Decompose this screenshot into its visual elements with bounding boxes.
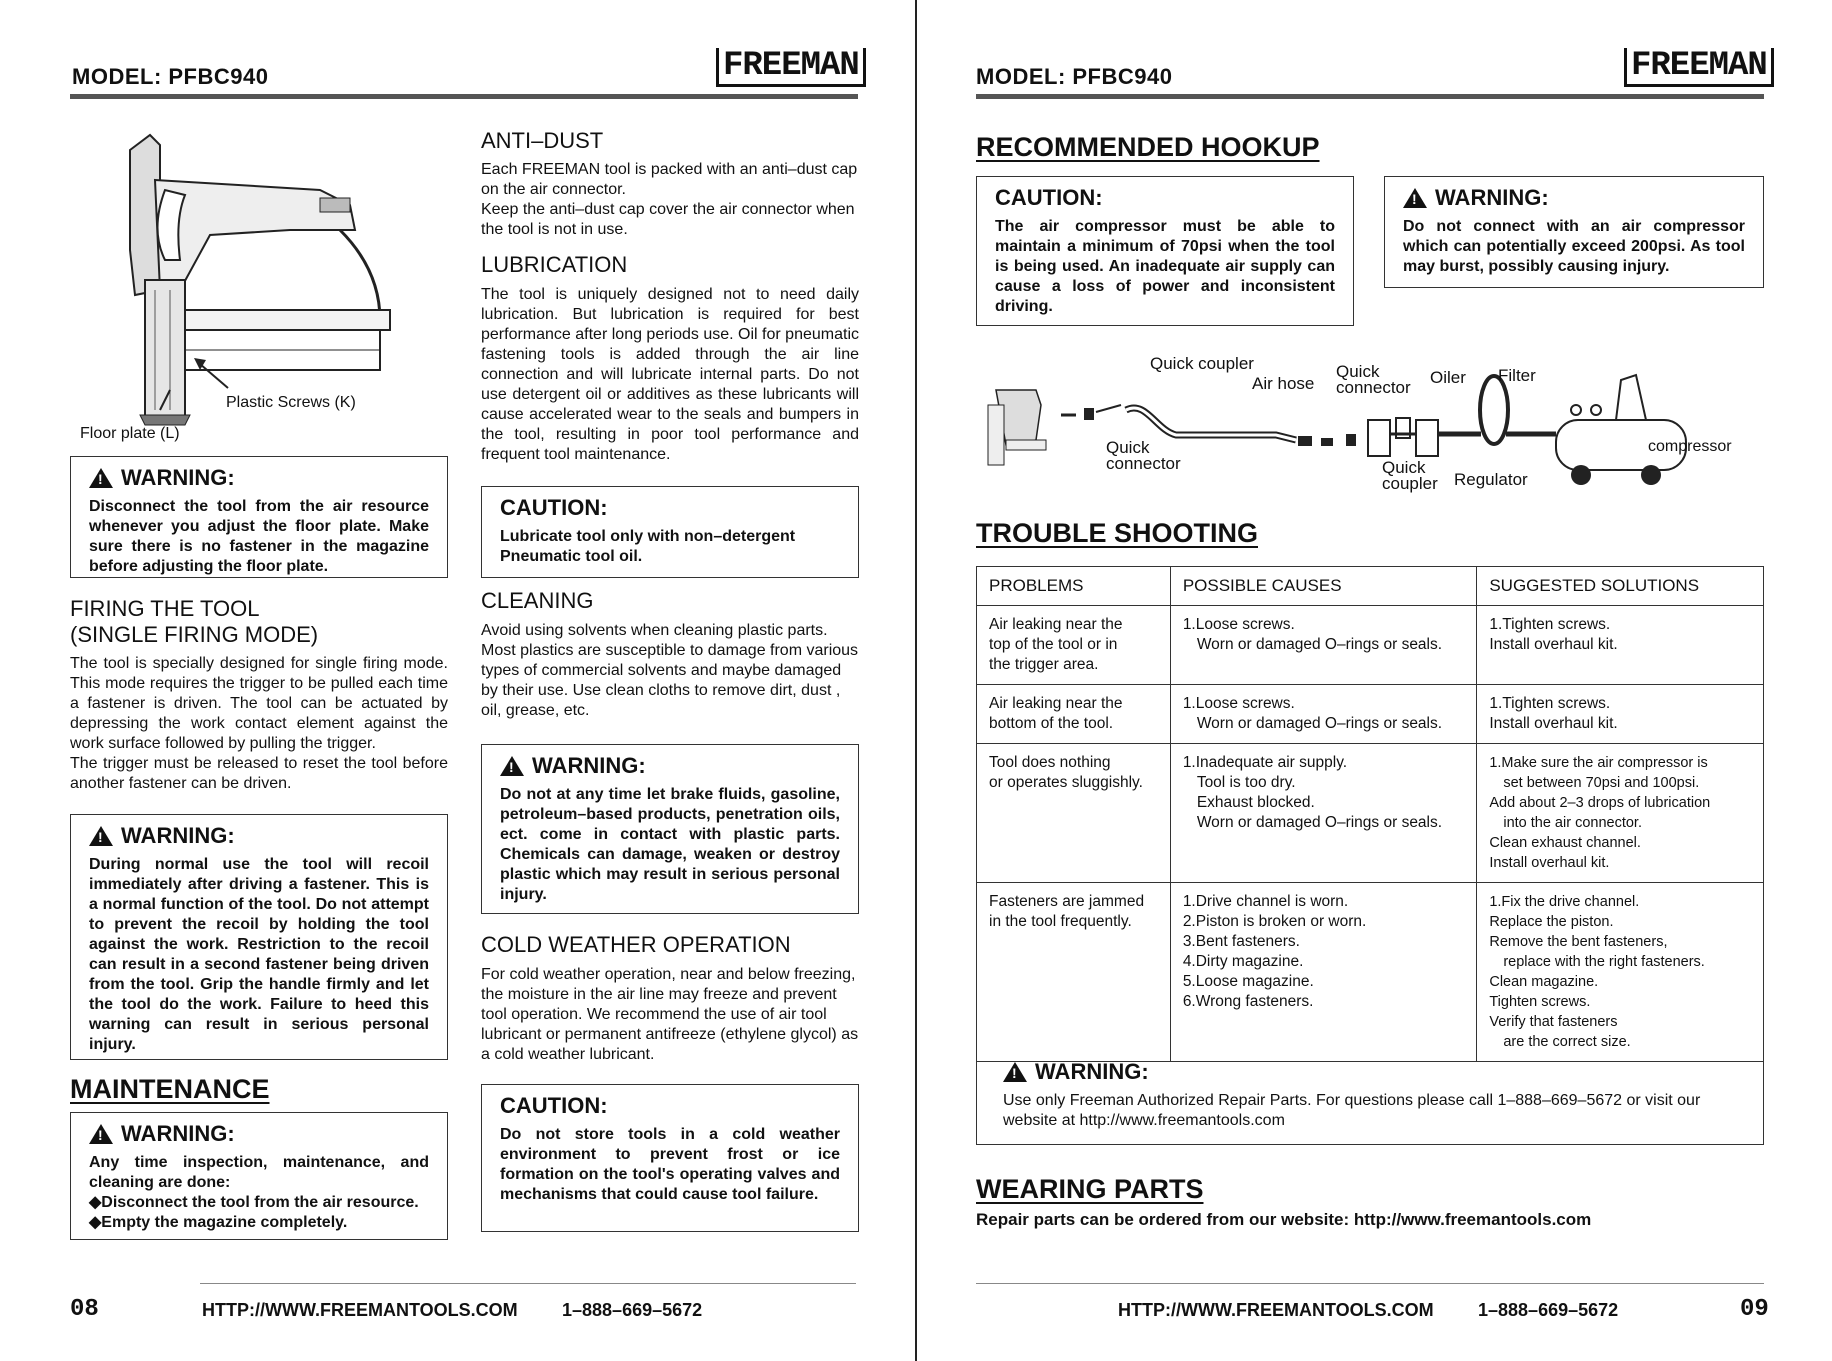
warning-body: Do not at any time let brake fluids, gasoline, petroleum–based products, penetration oils, ect. come in contact with plastic parts. Chemicals can damage, weaken or destroy plastic which may result in serious personal injury. <box>500 786 840 903</box>
warning-body: Use only Freeman Authorized Repair Parts. For questions please call 1–888–669–5672 or visit our website at http://www.freemantools.com <box>1003 1092 1701 1129</box>
warning-hookup-box <box>1384 176 1764 288</box>
warning-title: WARNING: <box>121 823 235 848</box>
causes-cell: 1.Inadequate air supply. Tool is too dry. Exhaust blocked. Worn or damaged O–rings or seals. <box>1170 744 1477 883</box>
maintenance-bullet: ◆Empty the magazine completely. <box>89 1214 348 1231</box>
solutions-cell: 1.Tighten screws. Install overhaul kit. <box>1477 606 1764 685</box>
solutions-cell: 1.Fix the drive channel. Replace the piston. Remove the bent fasteners, replace with the right fasteners. Clean magazine. Tighten screws. Verify that fasteners are the correct size. <box>1477 883 1764 1062</box>
maintenance-title: MAINTENANCE <box>70 1074 270 1104</box>
table-row <box>977 606 1764 685</box>
problem-cell: Tool does nothing or operates sluggishly. <box>977 744 1171 883</box>
oiler-label: Oiler <box>1430 368 1466 387</box>
problem-cell: Fasteners are jammed in the tool frequently. <box>977 883 1171 1062</box>
problem-cell: Air leaking near the bottom of the tool. <box>977 685 1171 744</box>
footer-rule <box>200 1283 856 1284</box>
footer-rule <box>976 1283 1764 1284</box>
header-rule <box>70 94 858 99</box>
caution-body: Do not store tools in a cold weather environment to prevent frost or ice formation on the tool's operating valves and mechanisms that could cause tool failure. <box>500 1126 840 1203</box>
warning-title: WARNING: <box>121 465 235 490</box>
causes-cell: 1.Drive channel is worn. 2.Piston is broken or worn. 3.Bent fasteners. 4.Dirty magazine. 5.Loose magazine. 6.Wrong fasteners. <box>1170 883 1477 1062</box>
compressor-label: compressor <box>1648 438 1732 455</box>
caution-title: CAUTION: <box>995 185 1103 210</box>
hookup-title: RECOMMENDED HOOKUP <box>976 132 1320 162</box>
warning-body: Any time inspection, maintenance, and cleaning are done: <box>89 1154 429 1191</box>
cold-weather-title: COLD WEATHER OPERATION <box>481 932 791 957</box>
warning-icon <box>89 1124 113 1144</box>
caution-title: CAUTION: <box>500 1093 608 1118</box>
firing-title-line-1: FIRING THE TOOL <box>70 596 260 621</box>
firing-title-line-2: (SINGLE FIRING MODE) <box>70 622 319 647</box>
anti-dust-body-1: Each FREEMAN tool is packed with an anti–dust cap on the air connector. <box>481 161 858 198</box>
caution-body: The air compressor must be able to maintain a minimum of 70psi when the tool is being used. An inadequate air supply can cause a loss of power and inconsistent driving. <box>995 218 1335 315</box>
footer-url: HTTP://WWW.FREEMANTOOLS.COM <box>202 1300 518 1320</box>
firing-body-2: The trigger must be released to reset the tool before another fastener can be driven. <box>70 755 448 792</box>
floor-plate-label: Floor plate (L) <box>80 425 180 442</box>
column-header: SUGGESTED SOLUTIONS <box>1477 567 1764 606</box>
warning-fluids-box <box>481 744 859 914</box>
footer-phone: 1–888–669–5672 <box>1478 1300 1619 1320</box>
firing-body-1: The tool is specially designed for single firing mode. This mode requires the trigger to be pulled each time a fastener is driven. The tool can be actuated by depressing the work contact element against the work surface followed by pulling the trigger. <box>70 655 448 752</box>
anti-dust-body-2: Keep the anti–dust cap cover the air connector when the tool is not in use. <box>481 201 855 238</box>
freeman-logo: FREEMAN <box>1624 48 1774 87</box>
cleaning-body: Avoid using solvents when cleaning plastic parts. Most plastics are susceptible to damage from various types of commercial solvents and maybe damaged by their use. Use clean cloths to remove dirt, dust , oil, grease, etc. <box>481 622 859 719</box>
freeman-logo: FREEMAN <box>716 48 866 87</box>
firing-body <box>70 654 448 794</box>
trouble-warning-box <box>976 1051 1764 1145</box>
warning-body: Do not connect with an air compressor which can potentially exceed 200psi. As tool may burst, possibly causing injury. <box>1403 218 1745 275</box>
warning-title: WARNING: <box>1435 185 1549 210</box>
cleaning-title: CLEANING <box>481 588 594 613</box>
footer-url: HTTP://WWW.FREEMANTOOLS.COM <box>1118 1300 1434 1320</box>
warning-maintenance-box <box>70 1112 448 1240</box>
caution-lubrication-box <box>481 486 859 578</box>
stapler-floor-plate-figure <box>90 120 410 430</box>
regulator-label: Regulator <box>1454 470 1528 489</box>
filter-label: Filter <box>1498 366 1536 385</box>
warning-title: WARNING: <box>121 1121 235 1146</box>
trouble-shooting-table <box>976 566 1764 1062</box>
solutions-cell: 1.Make sure the air compressor is set between 70psi and 100psi. Add about 2–3 drops of lubrication into the air connector. Clean exhaust channel. Install overhaul kit. <box>1477 744 1764 883</box>
table-header-row <box>977 567 1764 606</box>
warning-recoil-box <box>70 814 448 1060</box>
plastic-screws-label: Plastic Screws (K) <box>226 394 356 411</box>
cold-weather-body: For cold weather operation, near and below freezing, the moisture in the air line may freeze and prevent tool operation. We recommend the use of air tool lubricant or permanent antifreeze (ethylene glycol) as a cold weather lubricant. <box>481 966 859 1063</box>
warning-icon <box>1403 188 1427 208</box>
table-row <box>977 883 1764 1062</box>
maintenance-bullet: ◆Disconnect the tool from the air resource. <box>89 1194 419 1211</box>
caution-cold-box <box>481 1084 859 1232</box>
warning-floor-plate-box <box>70 456 448 578</box>
quick-connector-label: Quick connector <box>1336 362 1411 397</box>
model-label: MODEL: PFBC940 <box>72 64 269 89</box>
trouble-shooting-title: TROUBLE SHOOTING <box>976 518 1258 548</box>
warning-body: Disconnect the tool from the air resource whenever you adjust the floor plate. Make sure there is no fastener in the magazine before adjusting the floor plate. <box>89 498 429 575</box>
caution-title: CAUTION: <box>500 495 608 520</box>
anti-dust-body <box>481 160 859 240</box>
model-label: MODEL: PFBC940 <box>976 64 1173 89</box>
footer-phone: 1–888–669–5672 <box>562 1300 703 1320</box>
causes-cell: 1.Loose screws. Worn or damaged O–rings or seals. <box>1170 606 1477 685</box>
firing-title <box>70 596 318 648</box>
solutions-cell: 1.Tighten screws. Install overhaul kit. <box>1477 685 1764 744</box>
page-number: 09 <box>1740 1296 1769 1323</box>
wearing-parts-title: WEARING PARTS <box>976 1174 1204 1204</box>
column-header: PROBLEMS <box>977 567 1171 606</box>
quick-connector-label: Quick connector <box>1106 438 1181 473</box>
wearing-parts-body: Repair parts can be ordered from our website: http://www.freemantools.com <box>976 1210 1592 1229</box>
air-hose-label: Air hose <box>1252 374 1315 393</box>
warning-icon <box>1003 1062 1027 1082</box>
quick-coupler-label: Quick coupler <box>1150 354 1254 373</box>
page-divider <box>915 0 917 1361</box>
table-row <box>977 744 1764 883</box>
problem-cell: Air leaking near the top of the tool or in the trigger area. <box>977 606 1171 685</box>
warning-icon <box>500 756 524 776</box>
lubrication-body: The tool is uniquely designed not to need daily lubrication. But lubrication is required for best performance after long periods use. Oil for pneumatic fastening tools is added through the air line connection and will lubricate internal parts. Do not use detergent oil or additives as these lubricants will cause accelerated wear to the seals and bumpers in the tool, resulting in poor tool performance and frequent tool maintenance. <box>481 286 859 463</box>
anti-dust-title: ANTI–DUST <box>481 128 604 153</box>
header-rule <box>976 94 1764 99</box>
warning-title: WARNING: <box>532 753 646 778</box>
lubrication-title: LUBRICATION <box>481 252 628 277</box>
column-header: POSSIBLE CAUSES <box>1170 567 1477 606</box>
causes-cell: 1.Loose screws. Worn or damaged O–rings or seals. <box>1170 685 1477 744</box>
warning-icon <box>89 468 113 488</box>
page-number: 08 <box>70 1296 99 1323</box>
caution-body: Lubricate tool only with non–detergent Pneumatic tool oil. <box>500 528 796 565</box>
warning-icon <box>89 826 113 846</box>
table-row <box>977 685 1764 744</box>
quick-coupler-label: Quick coupler <box>1382 458 1438 493</box>
caution-hookup-box <box>976 176 1354 326</box>
warning-title: WARNING: <box>1035 1059 1149 1084</box>
warning-body: During normal use the tool will recoil immediately after driving a fastener. This is a normal function of the tool. Do not attempt to prevent the recoil by holding the tool against the work. Restriction to the recoil can result in a second fastener being driven from the tool. Grip the handle firmly and let the tool do the work. Failure to heed this warning can result in serious personal injury. <box>89 856 429 1053</box>
page-09 <box>918 0 1832 1361</box>
